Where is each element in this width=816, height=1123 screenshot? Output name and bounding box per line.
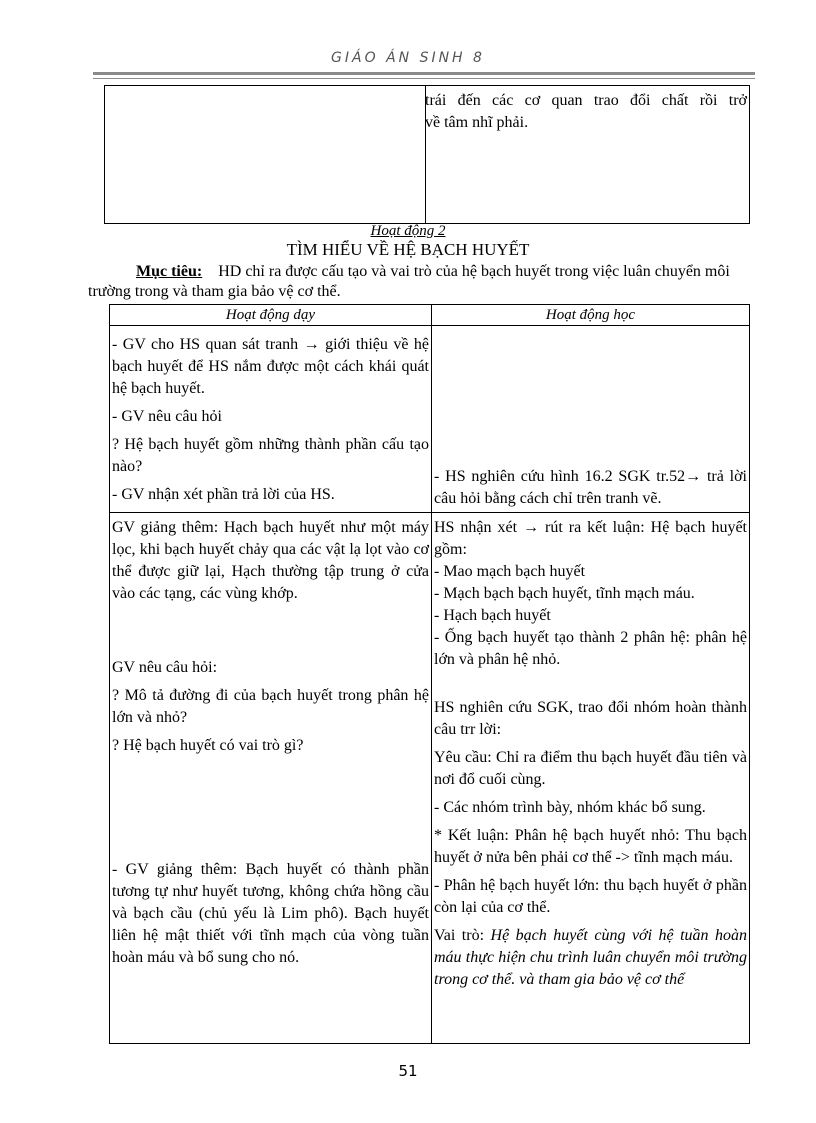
goal-label: Mục tiêu: <box>136 263 203 280</box>
role-text: Hệ bạch huyết cùng với hệ tuần hoàn máu thực hiện chu trình luân chuyển môi trường trong cơ thể. và tham gia bảo vệ cơ thể <box>434 927 748 988</box>
learn-cell <box>432 326 750 513</box>
continued-table-right-cell <box>425 90 747 134</box>
continued-table <box>104 85 750 224</box>
table-row <box>110 513 750 1044</box>
activity-table <box>109 304 750 1044</box>
teach-paragraph: ? Hệ bạch huyết gồm những thành phần cấu tạo nào? <box>112 436 429 475</box>
learn-cell <box>432 513 750 1044</box>
learn-paragraph: - HS nghiên cứu hình 16.2 SGK tr.52→ trả lời câu hỏi bằng cách chỉ trên tranh vẽ. <box>434 468 747 507</box>
teach-cell <box>110 513 432 1044</box>
goal-paragraph <box>88 262 748 302</box>
teach-paragraph: GV giảng thêm: Hạch bạch huyết như một máy lọc, khi bạch huyết chảy qua các vật lạ lọt vào cơ thể được giữ lại, Hạch thường tập trung ở cửa vào các tạng, các vùng khớp. <box>112 519 429 602</box>
teach-paragraph: - GV cho HS quan sát tranh → giới thiệu về hệ bạch huyết để HS nắm được một cách khái quát hệ bạch huyết. <box>112 336 429 397</box>
learn-list-item: - Hạch bạch huyết <box>434 607 551 624</box>
text-line: về tâm nhĩ phải. <box>425 114 529 131</box>
learn-list-item: - Ống bạch huyết tạo thành 2 phân hệ: phân hệ lớn và phân hệ nhỏ. <box>434 629 747 668</box>
table-header-row <box>110 305 750 326</box>
text-line: trái đến các cơ quan trao đổi chất rồi trở <box>425 92 747 109</box>
activity-label: Hoạt động 2 <box>370 223 446 239</box>
learn-paragraph: - Các nhóm trình bày, nhóm khác bổ sung. <box>434 799 706 816</box>
teach-paragraph: ? Mô tả đường đi của bạch huyết trong phân hệ lớn và nhỏ? <box>112 687 429 726</box>
header-rule-thick <box>93 72 755 75</box>
table-row <box>110 326 750 513</box>
learn-list-item: - Mao mạch bạch huyết <box>434 563 586 580</box>
learn-paragraph: - Phân hệ bạch huyết lớn: thu bạch huyết ở phần còn lại của cơ thể. <box>434 877 747 916</box>
page-header: GIÁO ÁN SINH 8 <box>331 50 485 66</box>
teach-paragraph: - GV nhận xét phần trả lời của HS. <box>112 486 335 503</box>
teach-cell <box>110 326 432 513</box>
teach-paragraph: - GV giảng thêm: Bạch huyết có thành phần tương tự như huyết tương, không chứa hồng cầu và bạch cầu (chủ yếu là Lim phô). Bạch huyết liên hệ mật thiết với tĩnh mạch của vòng tuần hoàn máu và bổ sung cho nó. <box>112 861 429 966</box>
learn-paragraph: HS nhận xét → rút ra kết luận: Hệ bạch huyết gồm: <box>434 519 747 558</box>
teach-paragraph: ? Hệ bạch huyết có vai trò gì? <box>112 737 304 754</box>
column-header-learn: Hoạt động học <box>432 305 750 326</box>
learn-list-item: - Mạch bạch bạch huyết, tĩnh mạch máu. <box>434 585 695 602</box>
teach-paragraph: - GV nêu câu hỏi <box>112 408 222 425</box>
learn-paragraph: Yêu cầu: Chỉ ra điểm thu bạch huyết đầu tiên và nơi đổ cuối cùng. <box>434 749 747 788</box>
learn-paragraph: HS nghiên cứu SGK, trao đổi nhóm hoàn thành câu trr lời: <box>434 699 747 738</box>
goal-text: HD chỉ ra được cấu tạo và vai trò của hệ bạch huyết trong việc luân chuyển môi trường trong và tham gia bảo vệ cơ thể. <box>88 263 730 300</box>
teach-paragraph: GV nêu câu hỏi: <box>112 659 218 676</box>
role-label: Vai trò: <box>434 927 491 944</box>
header-rule-thin <box>93 78 755 79</box>
page-number: 51 <box>398 1062 418 1080</box>
section-title: TÌM HIỂU VỀ HỆ BẠCH HUYẾT <box>286 240 530 259</box>
learn-paragraph: * Kết luận: Phân hệ bạch huyết nhỏ: Thu bạch huyết ở nửa bên phải cơ thể -> tĩnh mạch máu. <box>434 827 747 866</box>
learn-paragraph <box>434 925 747 991</box>
column-header-teach: Hoạt động dạy <box>110 305 432 326</box>
